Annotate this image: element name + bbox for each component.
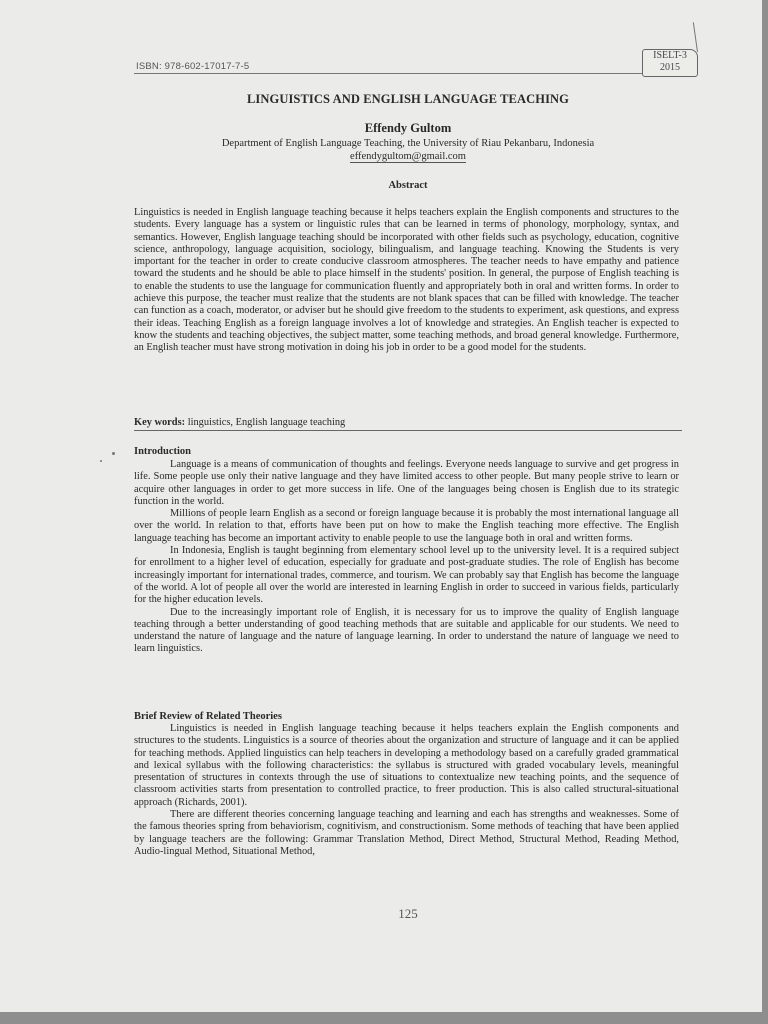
introduction-paragraph: Due to the increasingly important role of English, it is necessary for us to improve the quality of English language teaching through a better understanding of good teaching methods that are suitable and applicable for our students. We need to understand the nature of language and the nature of language learning. In order to understand the nature of language we need to learn linguistics. — [134, 606, 679, 655]
badge-line-2: 2015 — [660, 62, 680, 73]
introduction-heading: Introduction — [134, 446, 191, 457]
scan-mark — [112, 452, 115, 455]
introduction-paragraph: In Indonesia, English is taught beginning from elementary school level up to the university level. It is a required subject for enrollment to a higher level of education, especially for graduate and post-graduate studies. The role of English has become increasingly important for international trades, commerce, and tourism. We can probably say that English has become the language of the world. A lot of people all over the world are interested in learning English in order to succeed in various fields, particularly for the higher education levels. — [134, 545, 679, 606]
header-rule — [134, 73, 642, 74]
review-paragraph: Linguistics is needed in English language teaching because it helps teachers explain the English components and structures to the students. Linguistics is a source of theories about the organization and structure of language and it can be applied for teaching methods. Applied linguistics can help teachers in developing a methodology based on a carefully graded grammatical and lexical syllabus with the following characteristics: the syllabus is structured with graded vocabulary levels, meaningful presentation of structures in contexts through the use of situations to contextualize new teaching points, and the sequence of classroom activities starts from presentation to controlled practice, to freer production. This is also called structural-situational approach (Richards, 2001). — [134, 723, 679, 808]
paper-title: LINGUISTICS AND ENGLISH LANGUAGE TEACHING — [246, 92, 569, 106]
introduction-body — [134, 459, 679, 656]
review-heading: Brief Review of Related Theories — [134, 711, 282, 722]
keywords-line — [134, 417, 679, 428]
abstract-text: Linguistics is needed in English language teaching because it helps teachers explain the English components and structures to the students. Every language has a system or linguistic rules that can be learned in terms of phonology, morphology, syntax, and semantics. However, English language teaching should be incorporated with other fields such as psychology, education, cognitive science, anthropology, language acquisition, sociology, bilingualism, and language teaching. Knowing the Students is very important for the teacher in order to create conducive classroom atmospheres. The teacher needs to have empathy and patience toward the students and he should be able to place himself in the students' position. In general, the purpose of English teaching is to enable the students to use the language for communication fluently and appropriately both in oral and written forms. In order to achieve this purpose, the teacher must realize that the students are not blank spaces that can be filled with knowledge. The teacher can function as a coach, moderator, or adviser but he should give freedom to the students to experiment, ask questions, and express their ideas. Teaching English as a foreign language involves a lot of knowledge and strategies. An English teacher is expected to know the students and teaching objectives, the subject matter, some teaching methods, and broad general knowledge. Furthermore, an English teacher must have strong motivation in doing his job in order to be a good model for the students. — [134, 207, 679, 354]
author-affiliation: Department of English Language Teaching, the University of Riau Pekanbaru, Indonesia — [221, 138, 595, 149]
author-email: effendygultom@gmail.com — [350, 151, 466, 162]
keywords-text: linguistics, English language teaching — [185, 417, 346, 428]
review-paragraph: There are different theories concerning language teaching and learning and each has strengths and weaknesses. Some of the famous theories spring from behaviorism, cognitivism, and constructionism. Some methods of teaching that have been applied by language teachers are the following: Grammar Translation Method, Direct Method, Structural Method, Reading Method, Audio-lingual Method, Situational Method, — [134, 809, 679, 857]
keywords-rule — [134, 430, 682, 431]
abstract-heading: Abstract — [388, 180, 428, 191]
isbn-text: ISBN: 978-602-17017-7-5 — [136, 61, 250, 72]
introduction-paragraph: Language is a means of communication of thoughts and feelings. Everyone needs language to survive and get progress in life. Some people use only their native language and they have limited access to other people. But many people strive to learn or acquire other languages in order to get more success in life. One of the languages being chosen is English due to its strategic function in the world. — [134, 459, 679, 507]
keywords-label: Key words: — [134, 417, 186, 428]
scan-mark — [100, 460, 102, 462]
review-body — [134, 723, 679, 858]
conference-badge — [642, 49, 698, 77]
page-number: 125 — [398, 906, 418, 921]
author-email-line — [134, 151, 682, 162]
badge-line-1: ISELT-3 — [653, 50, 687, 61]
author-name: Effendy Gultom — [364, 121, 452, 135]
introduction-paragraph: Millions of people learn English as a second or foreign language because it is probably the most international language all over the world. In relation to that, efforts have been put on how to make the English teaching more effective. The English language teaching has become an important activity to enable people to use the language both in oral and written forms. — [134, 508, 679, 544]
